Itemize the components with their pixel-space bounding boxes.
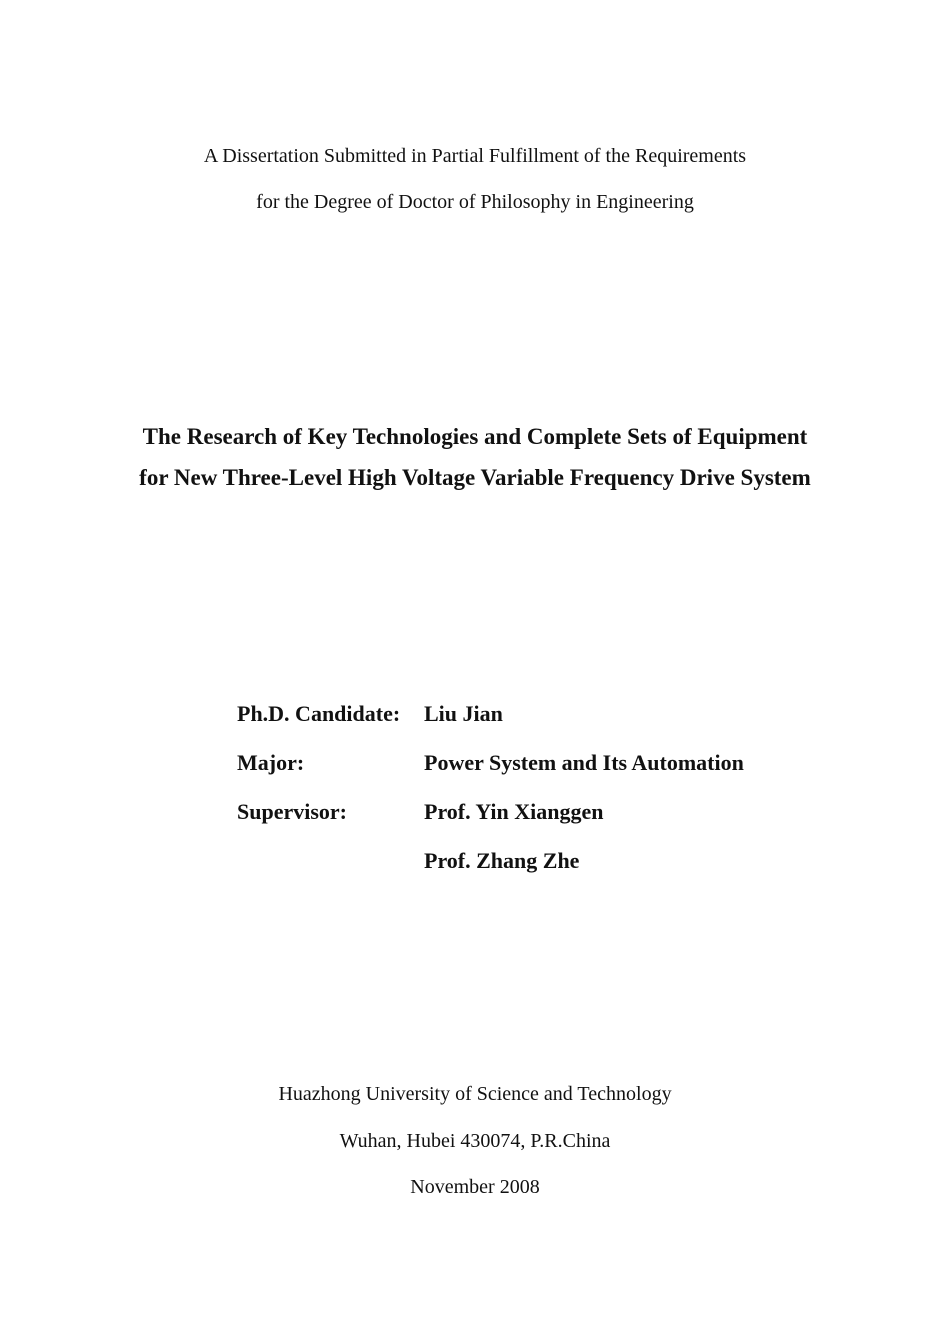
dissertation-title-line-1: The Research of Key Technologies and Complete Sets of Equipment: [142, 424, 808, 449]
supervisor-value-2: Prof. Zhang Zhe: [424, 848, 580, 873]
submission-statement-line-1: A Dissertation Submitted in Partial Fulfillment of the Requirements: [203, 145, 747, 167]
supervisor-value-1: Prof. Yin Xianggen: [424, 799, 604, 824]
university-name: Huazhong University of Science and Technology: [278, 1083, 672, 1105]
submission-date: November 2008: [410, 1176, 540, 1198]
major-value: Power System and Its Automation: [424, 750, 744, 775]
major-label: Major:: [237, 750, 305, 775]
dissertation-title-line-2: for New Three-Level High Voltage Variable Frequency Drive System: [139, 465, 811, 490]
supervisor-label: Supervisor:: [237, 799, 347, 824]
candidate-value: Liu Jian: [424, 701, 503, 726]
candidate-label: Ph.D. Candidate:: [237, 701, 401, 726]
submission-statement-line-2: for the Degree of Doctor of Philosophy in Engineering: [256, 191, 694, 213]
university-address: Wuhan, Hubei 430074, P.R.China: [339, 1130, 611, 1152]
